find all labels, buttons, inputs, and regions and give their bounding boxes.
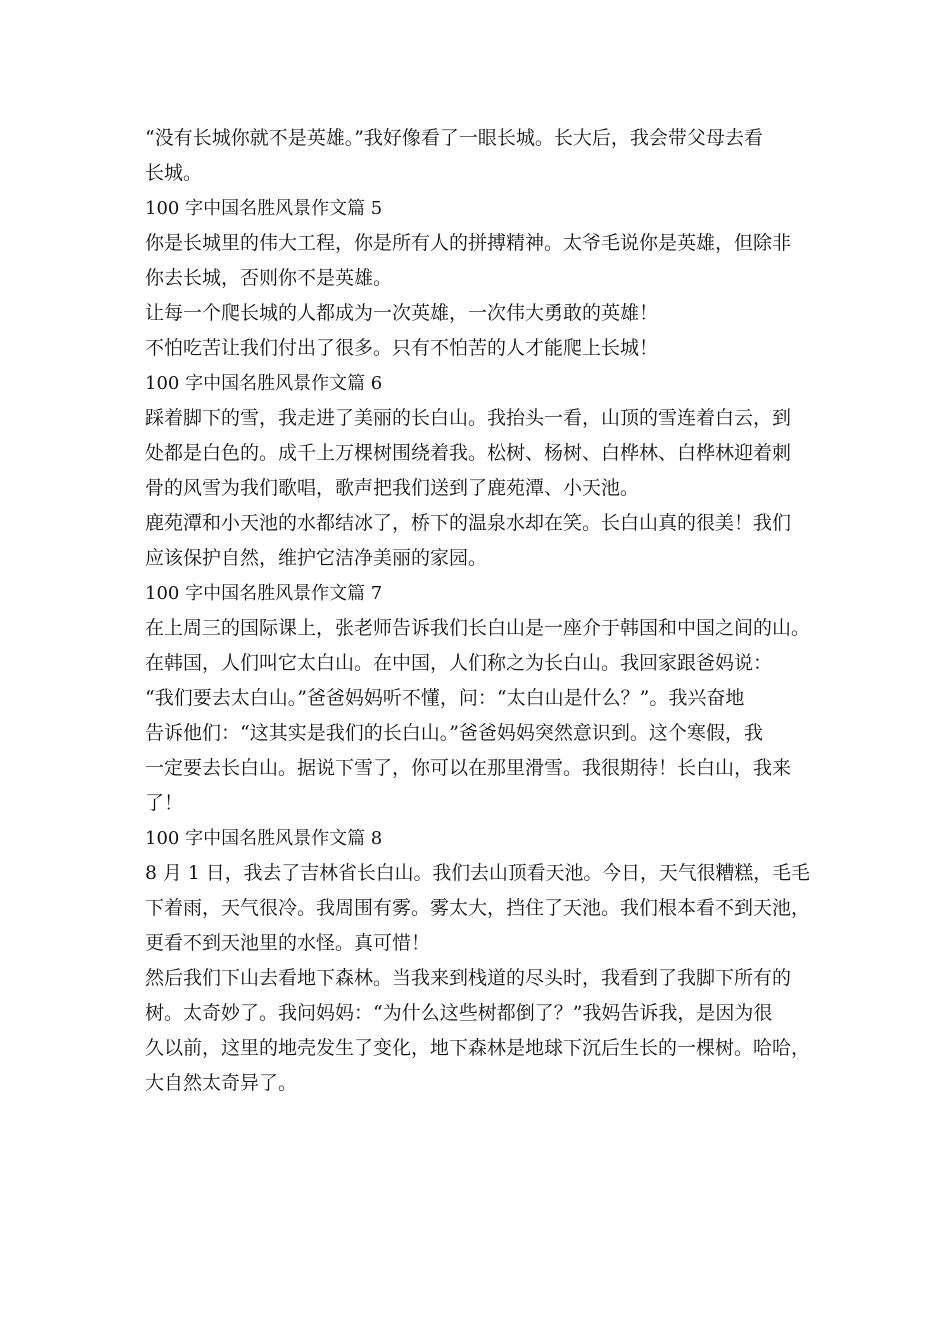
paragraph-line: 树。太奇妙了。我问妈妈：“为什么这些树都倒了？”我妈告诉我，是因为很 [145,1002,773,1024]
paragraph-line: “我们要去太白山。”爸爸妈妈听不懂，问：“太白山是什么？”。我兴奋地 [145,687,745,709]
paragraph-line: 长城。 [145,162,203,184]
paragraph-line: 久以前，这里的地壳发生了变化，地下森林是地球下沉后生长的一棵树。哈哈， [145,1037,811,1059]
paragraph-line: 应该保护自然，维护它洁净美丽的家园。 [145,547,488,569]
paragraph-line: 在上周三的国际课上，张老师告诉我们长白山是一座介于韩国和中国之间的山。 [145,617,811,639]
paragraph-line: 一定要去长白山。据说下雪了，你可以在那里滑雪。我很期待！长白山，我来 [145,757,792,779]
paragraph-line: 更看不到天池里的水怪。真可惜！ [145,932,431,954]
paragraph-line: 鹿苑潭和小天池的水都结冰了，桥下的温泉水却在笑。长白山真的很美！我们 [145,512,792,534]
paragraph-line: 告诉他们：“这其实是我们的长白山。”爸爸妈妈突然意识到。这个寒假，我 [145,722,763,744]
paragraph-line: 在韩国，人们叫它太白山。在中国，人们称之为长白山。我回家跟爸妈说： [145,652,773,674]
paragraph-line: 处都是白色的。成千上万棵树围绕着我。松树、杨树、白桦林、白桦林迎着刺 [145,442,792,464]
section-heading: 100 字中国名胜风景作文篇 8 [145,828,383,849]
paragraph-line: 骨的风雪为我们歌唱，歌声把我们送到了鹿苑潭、小天池。 [145,477,640,499]
paragraph-line: 大自然太奇异了。 [145,1072,298,1094]
paragraph-line: 你去长城，否则你不是英雄。 [145,267,393,289]
paragraph-line: 你是长城里的伟大工程，你是所有人的拼搏精神。太爷毛说你是英雄，但除非 [145,232,792,254]
paragraph-line: 下着雨，天气很冷。我周围有雾。雾太大，挡住了天池。我们根本看不到天池， [145,897,811,919]
section-heading: 100 字中国名胜风景作文篇 7 [145,583,383,604]
paragraph-line: 让每一个爬长城的人都成为一次英雄，一次伟大勇敢的英雄！ [145,302,659,324]
section-heading: 100 字中国名胜风景作文篇 5 [145,198,383,219]
section-heading: 100 字中国名胜风景作文篇 6 [145,373,383,394]
paragraph-line: 了！ [145,792,184,814]
paragraph-line: 然后我们下山去看地下森林。当我来到栈道的尽头时，我看到了我脚下所有的 [145,967,792,989]
paragraph-line: 不怕吃苦让我们付出了很多。只有不怕苦的人才能爬上长城！ [145,337,659,359]
paragraph-line: 8 月 1 日，我去了吉林省长白山。我们去山顶看天池。今日，天气很糟糕，毛毛 [145,862,810,884]
paragraph-line: 踩着脚下的雪，我走进了美丽的长白山。我抬头一看，山顶的雪连着白云，到 [145,407,792,429]
paragraph-line: “没有长城你就不是英雄。”我好像看了一眼长城。长大后，我会带父母去看 [145,127,763,149]
document-body [145,121,810,1101]
